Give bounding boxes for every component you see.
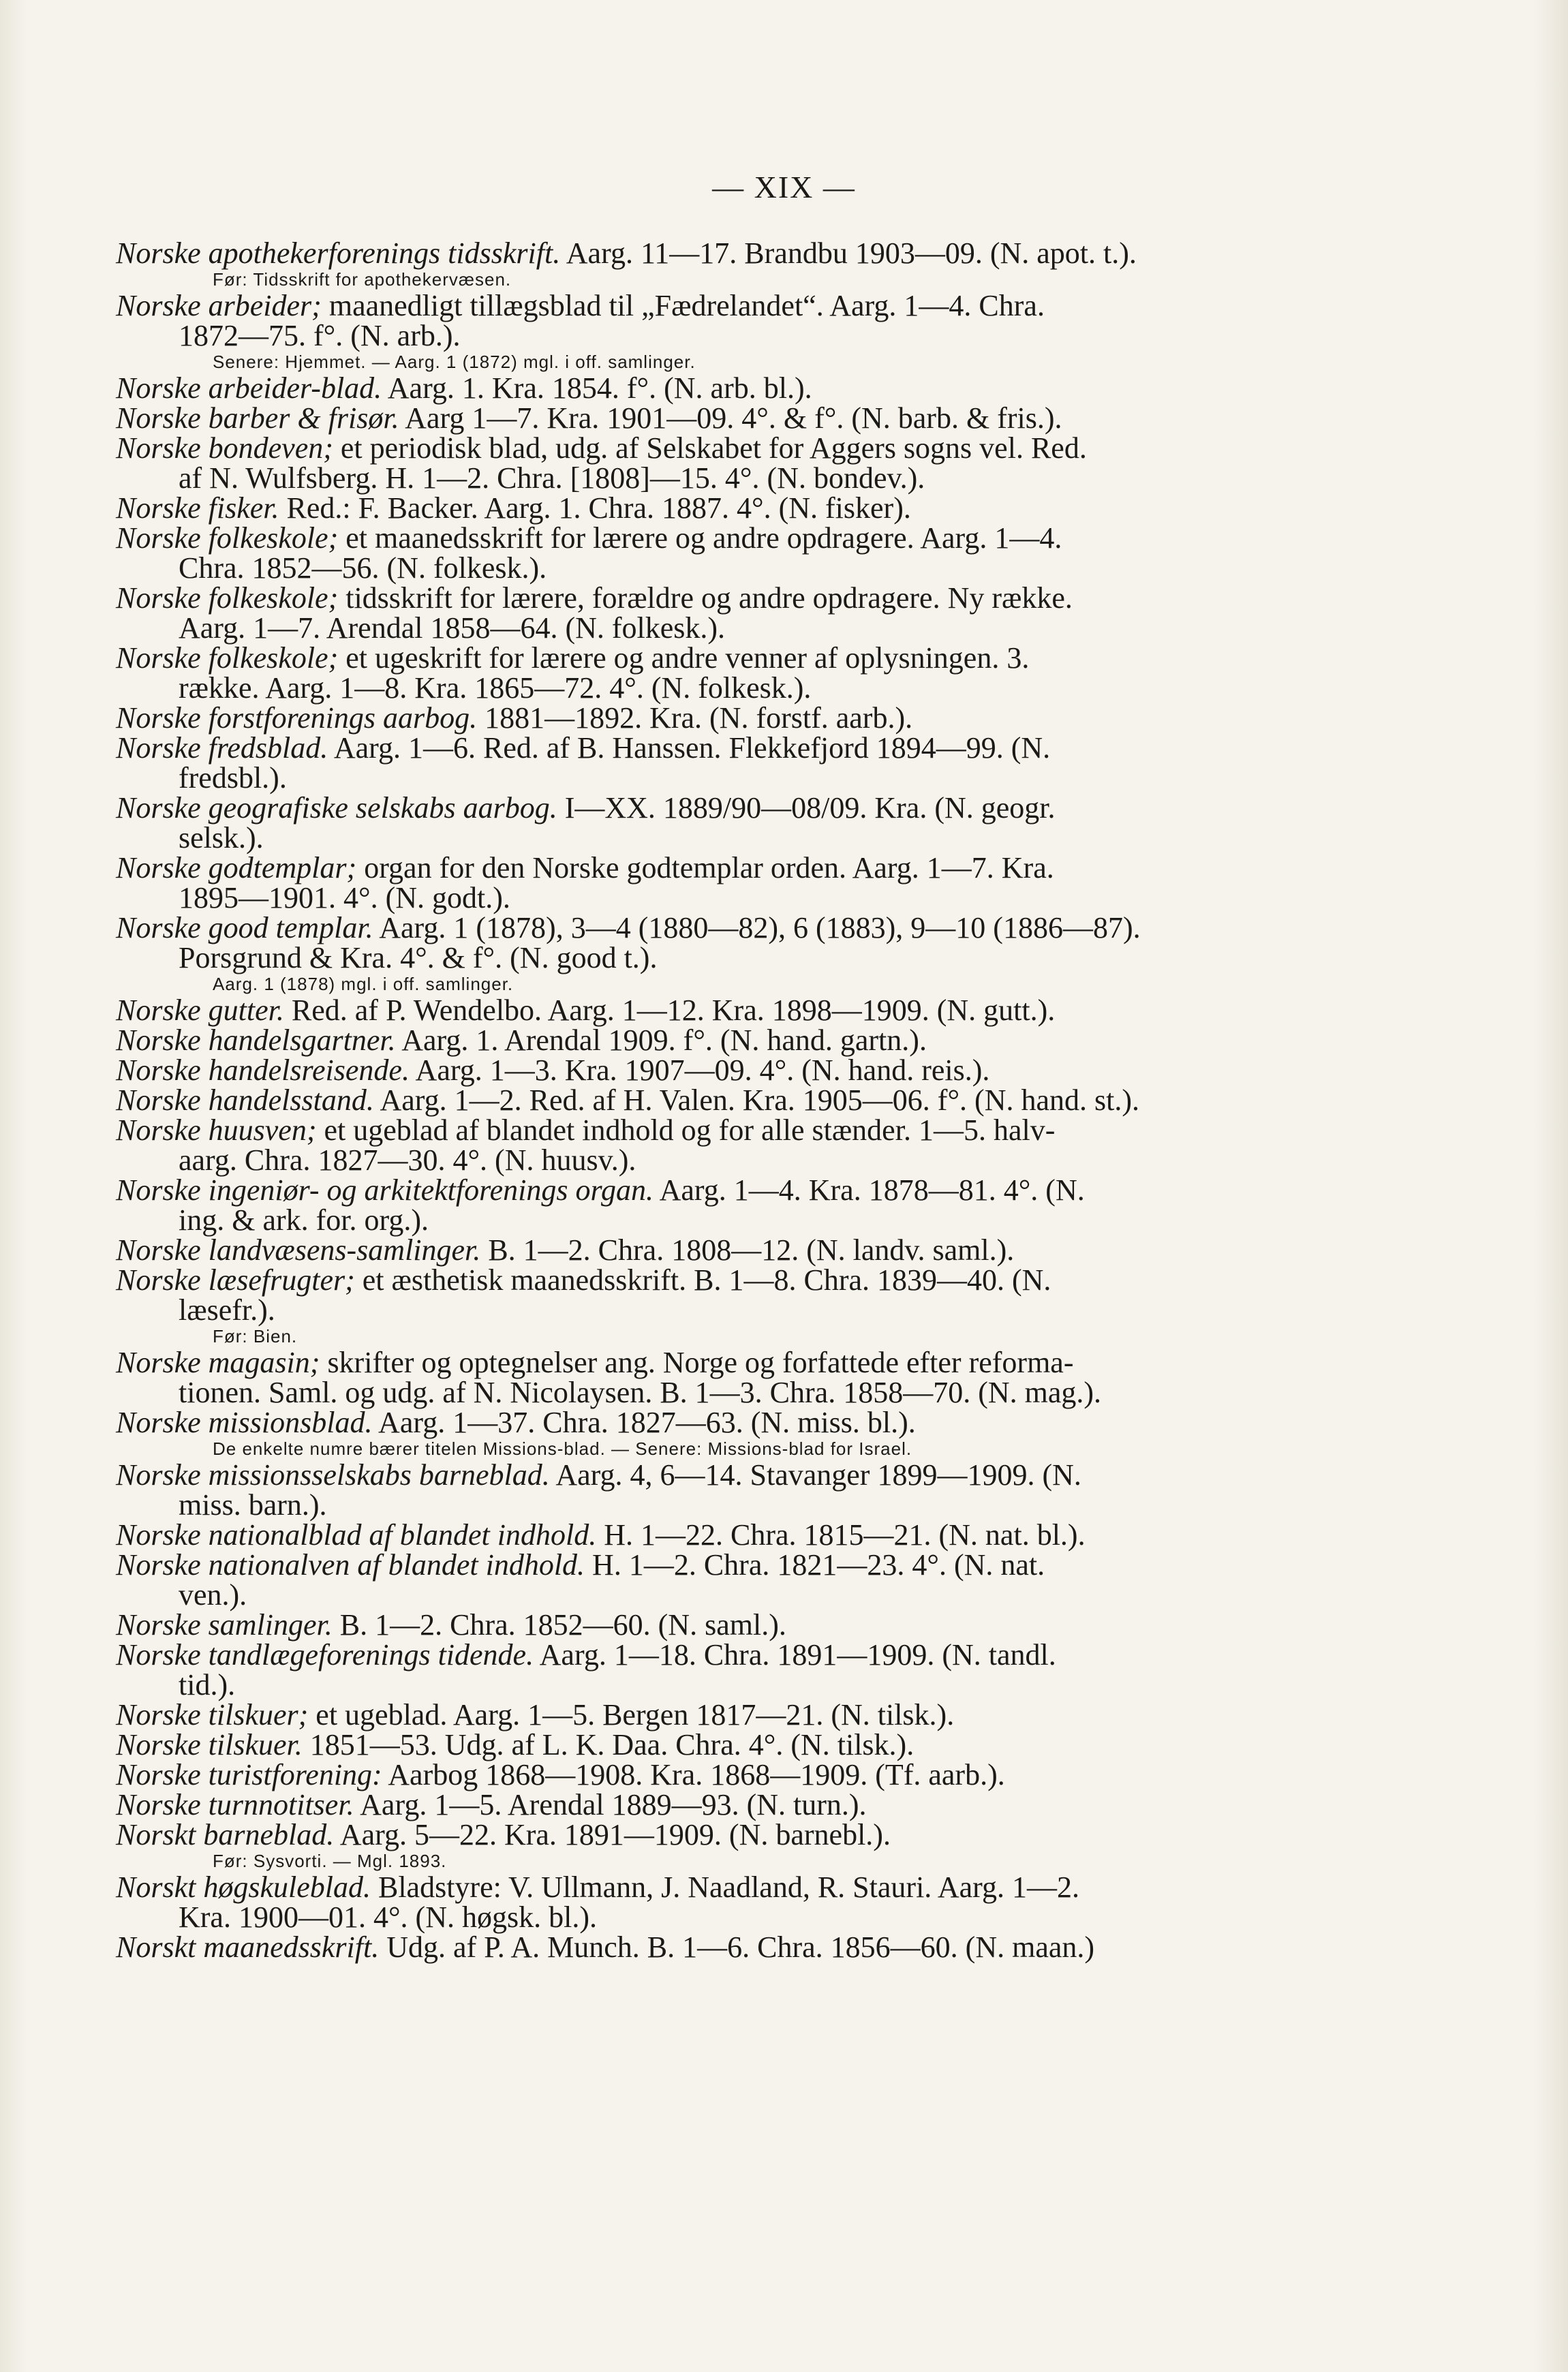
bibliography-entry [116, 1460, 1288, 1520]
bibliography-entry [116, 913, 1288, 996]
entry-details: 1881—1892. Kra. (N. forstf. aarb.). [477, 701, 913, 735]
entry-first-line [116, 1932, 1288, 1962]
entry-continuation-line [116, 1295, 1288, 1325]
entry-details: tid.). [179, 1668, 236, 1701]
periodical-title: Norske samlinger. [116, 1608, 333, 1642]
bibliography-entry [116, 291, 1288, 373]
periodical-title: Norske huusven; [116, 1113, 317, 1147]
entry-first-line [116, 583, 1288, 613]
entry-first-line [116, 703, 1288, 733]
entry-continuation-line [116, 1378, 1288, 1408]
periodical-title: Norske good templar. [116, 911, 373, 944]
entry-first-line [116, 1760, 1288, 1790]
bibliography-entry [116, 493, 1288, 523]
entry-details: skrifter og optegnelser ang. Norge og forfattede efter reforma- [320, 1346, 1074, 1379]
bibliography-entry [116, 1760, 1288, 1790]
bibliography-entry [116, 1790, 1288, 1820]
entry-first-line [116, 1460, 1288, 1490]
entry-first-line [116, 1550, 1288, 1580]
periodical-title: Norske barber & frisør. [116, 401, 399, 435]
entry-continuation-line [116, 1490, 1288, 1520]
entry-details: 1872—75. f°. (N. arb.). [179, 319, 461, 352]
entry-continuation-line [116, 1580, 1288, 1610]
entry-first-line [116, 1790, 1288, 1820]
periodical-title: Norske godtemplar; [116, 851, 357, 884]
entry-details: et periodisk blad, udg. af Selskabet for Aggers sogns vel. Red. [333, 431, 1087, 465]
entry-details: Bladstyre: V. Ullmann, J. Naadland, R. Stauri. Aarg. 1—2. [370, 1870, 1080, 1904]
entry-continuation-line [116, 1145, 1288, 1175]
entry-details: Porsgrund & Kra. 4°. & f°. (N. good t.). [179, 941, 658, 974]
bibliography-entry [116, 703, 1288, 733]
entry-first-line [116, 1700, 1288, 1730]
entry-note: Før: Tidsskrift for apothekervæsen. [213, 269, 512, 290]
periodical-title: Norske forstforenings aarbog. [116, 701, 478, 735]
entry-first-line [116, 793, 1288, 823]
entry-first-line [116, 1023, 1288, 1057]
entry-first-line [116, 1870, 1288, 1904]
bibliography-entry [116, 1053, 1288, 1087]
periodical-title: Norske missionsblad. [116, 1406, 373, 1439]
entry-first-line [116, 1730, 1288, 1760]
entry-details: Udg. af P. A. Munch. B. 1—6. Chra. 1856—60. (N. maan.) [379, 1930, 1095, 1964]
entry-first-line [116, 1820, 1288, 1850]
entry-details: ven.). [179, 1578, 247, 1612]
bibliography-entry [116, 1870, 1288, 1934]
periodical-title: Norskt høgskuleblad. [116, 1870, 371, 1904]
periodical-title: Norske landvæsens-samlinger. [116, 1233, 481, 1267]
entry-details: Aarg. 1—2. Red. af H. Valen. Kra. 1905—06. f°. (N. hand. st.). [373, 1083, 1140, 1117]
bibliography-entry [116, 1520, 1288, 1550]
bibliography-entry [116, 1700, 1288, 1730]
bibliography-entry [116, 238, 1288, 291]
entry-continuation-line [116, 463, 1288, 493]
entry-first-line [116, 1610, 1288, 1640]
entry-details: Aarg. 1. Kra. 1854. f°. (N. arb. bl.). [382, 371, 812, 405]
periodical-title: Norske apothekerforenings tidsskrift. [116, 236, 561, 270]
bibliography-entry [116, 433, 1288, 493]
entry-first-line [116, 643, 1288, 673]
page-number: — XIX — [712, 170, 856, 204]
bibliography-entry [116, 1820, 1288, 1873]
entry-details: et ugeskrift for lærere og andre venner af oplysningen. 3. [338, 641, 1030, 675]
entry-continuation-line [116, 943, 1288, 973]
entry-details: et maanedsskrift for lærere og andre opdragere. Aarg. 1—4. [338, 521, 1062, 555]
entry-continuation-line [116, 673, 1288, 703]
bibliography-entry [116, 733, 1288, 793]
entry-details: H. 1—2. Chra. 1821—23. 4°. (N. nat. [585, 1548, 1045, 1582]
entry-details: et ugeblad. Aarg. 1—5. Bergen 1817—21. (N. tilsk.). [308, 1698, 955, 1731]
bibliography-entry [116, 1265, 1288, 1348]
entry-first-line [116, 733, 1288, 763]
entry-first-line [116, 853, 1288, 883]
bibliography-entry [116, 523, 1288, 583]
entry-details: Aarg. 4, 6—14. Stavanger 1899—1909. (N. [549, 1458, 1081, 1492]
entry-note: Før: Bien. [213, 1326, 298, 1346]
entry-first-line [116, 1175, 1288, 1205]
entry-first-line [116, 373, 1288, 403]
entry-details: Aarg. 5—22. Kra. 1891—1909. (N. barnebl.). [334, 1818, 891, 1851]
entry-first-line [116, 433, 1288, 463]
entry-first-line [116, 523, 1288, 553]
entry-details: Aarg. 1—3. Kra. 1907—09. 4°. (N. hand. reis.). [409, 1053, 990, 1087]
entry-first-line [116, 1053, 1288, 1087]
entry-details: tionen. Saml. og udg. af N. Nicolaysen. B. 1—3. Chra. 1858—70. (N. mag.). [179, 1376, 1102, 1409]
entry-details: 1895—1901. 4°. (N. godt.). [179, 881, 510, 914]
periodical-title: Norske tandlægeforenings tidende. [116, 1638, 534, 1672]
entry-first-line [116, 1408, 1288, 1438]
bibliography-entry [116, 1640, 1288, 1700]
periodical-title: Norske bondeven; [116, 431, 333, 465]
bibliography-entry [116, 643, 1288, 703]
entry-note: De enkelte numre bærer titelen Missions-blad. — Senere: Missions-blad for Israel. [213, 1438, 912, 1459]
entry-details: række. Aarg. 1—8. Kra. 1865—72. 4°. (N. folkesk.). [179, 671, 812, 705]
periodical-title: Norske fredsblad. [116, 731, 328, 765]
entry-first-line [116, 1265, 1288, 1295]
bibliography-entry [116, 1023, 1288, 1057]
bibliography-entry [116, 583, 1288, 643]
entry-details: Aarg. 1—7. Arendal 1858—64. (N. folkesk.). [179, 611, 726, 645]
entry-details: læsefr.). [179, 1293, 275, 1327]
periodical-title: Norske gutter. [116, 994, 284, 1027]
periodical-title: Norske handelsreisende. [116, 1053, 410, 1087]
entry-continuation-line [116, 1900, 1288, 1934]
entry-details: Aarg 1—7. Kra. 1901—09. 4°. & f°. (N. barb. & fris.). [399, 401, 1062, 435]
bibliography-entry [116, 1932, 1288, 1962]
entry-note: Aarg. 1 (1878) mgl. i off. samlinger. [213, 974, 514, 994]
bibliography-entry [116, 793, 1288, 853]
periodical-title: Norske magasin; [116, 1346, 320, 1379]
bibliography-list [116, 238, 1288, 1962]
bibliography-entry [116, 1348, 1288, 1408]
entry-details: 1851—53. Udg. af L. K. Daa. Chra. 4°. (N. tilsk.). [302, 1728, 914, 1761]
periodical-title: Norske turnnotitser. [116, 1788, 354, 1821]
periodical-title: Norske tilskuer; [116, 1698, 309, 1731]
bibliography-entry [116, 996, 1288, 1026]
entry-first-line [116, 1348, 1288, 1378]
entry-details: I—XX. 1889/90—08/09. Kra. (N. geogr. [557, 791, 1056, 825]
periodical-title: Norske missionsselskabs barneblad. [116, 1458, 550, 1492]
periodical-title: Norske handelsstand. [116, 1083, 374, 1117]
entry-first-line [116, 1640, 1288, 1670]
bibliography-entry [116, 1175, 1288, 1235]
bibliography-entry [116, 1115, 1288, 1175]
entry-first-line [116, 1115, 1288, 1145]
entry-details: B. 1—2. Chra. 1808—12. (N. landv. saml.). [480, 1233, 1015, 1267]
entry-first-line [116, 493, 1288, 523]
entry-details: Aarg. 11—17. Brandbu 1903—09. (N. apot. t.). [560, 236, 1137, 270]
bibliography-entry [116, 373, 1288, 403]
entry-note: Senere: Hjemmet. — Aarg. 1 (1872) mgl. i off. samlinger. [213, 352, 696, 372]
entry-details: B. 1—2. Chra. 1852—60. (N. saml.). [332, 1608, 786, 1642]
entry-continuation-line [116, 763, 1288, 793]
entry-first-line [116, 1085, 1288, 1115]
entry-continuation-line [116, 1205, 1288, 1235]
entry-details: Kra. 1900—01. 4°. (N. høgsk. bl.). [179, 1900, 597, 1934]
entry-first-line [116, 291, 1288, 321]
entry-details: Aarg. 1—37. Chra. 1827—63. (N. miss. bl.). [372, 1406, 916, 1439]
entry-details: organ for den Norske godtemplar orden. Aarg. 1—7. Kra. [356, 851, 1054, 884]
periodical-title: Norske turistforening: [116, 1758, 382, 1791]
entry-details: Aarg. 1—4. Kra. 1878—81. 4°. (N. [654, 1173, 1085, 1207]
entry-continuation-line [116, 553, 1288, 583]
periodical-title: Norske nationalblad af blandet indhold. [116, 1518, 597, 1552]
entry-first-line [116, 1235, 1288, 1265]
entry-details: aarg. Chra. 1827—30. 4°. (N. huusv.). [179, 1143, 636, 1177]
entry-details: H. 1—22. Chra. 1815—21. (N. nat. bl.). [596, 1518, 1086, 1552]
bibliography-entry [116, 1550, 1288, 1610]
entry-note: Før: Sysvorti. — Mgl. 1893. [213, 1851, 447, 1871]
bibliography-entry [116, 1235, 1288, 1265]
entry-first-line [116, 238, 1288, 268]
periodical-title: Norske læsefrugter; [116, 1263, 355, 1297]
entry-details: Aarg. 1—6. Red. af B. Hanssen. Flekkefjord 1894—99. (N. [328, 731, 1051, 765]
entry-details: Aarg. 1 (1878), 3—4 (1880—82), 6 (1883), 9—10 (1886—87). [373, 911, 1141, 944]
entry-first-line [116, 1520, 1288, 1550]
entry-continuation-line [116, 1670, 1288, 1700]
entry-details: et ugeblad af blandet indhold og for alle stænder. 1—5. halv- [316, 1113, 1056, 1147]
entry-continuation-line [116, 823, 1288, 853]
bibliography-entry [116, 1730, 1288, 1760]
bibliography-entry [116, 1610, 1288, 1640]
periodical-title: Norskt barneblad. [116, 1818, 335, 1851]
entry-details: selsk.). [179, 821, 264, 854]
periodical-title: Norske folkeskole; [116, 641, 339, 675]
entry-first-line [116, 913, 1288, 943]
entry-first-line [116, 403, 1288, 433]
periodical-title: Norske arbeider; [116, 289, 322, 322]
entry-details: ing. & ark. for. org.). [179, 1203, 429, 1237]
entry-continuation-line [116, 613, 1288, 643]
entry-details: maanedligt tillægsblad til „Fædrelandet“. Aarg. 1—4. Chra. [321, 289, 1045, 322]
entry-continuation-line [116, 883, 1288, 913]
periodical-title: Norske tilskuer. [116, 1728, 303, 1761]
entry-details: fredsbl.). [179, 761, 287, 795]
entry-details: miss. barn.). [179, 1488, 327, 1522]
entry-details: Red. af P. Wendelbo. Aarg. 1—12. Kra. 1898—1909. (N. gutt.). [283, 994, 1056, 1027]
entry-details: Aarg. 1—5. Arendal 1889—93. (N. turn.). [354, 1788, 867, 1821]
periodical-title: Norske fisker. [116, 491, 279, 525]
bibliography-entry [116, 1085, 1288, 1115]
entry-details: Chra. 1852—56. (N. folkesk.). [179, 551, 547, 585]
entry-first-line [116, 996, 1288, 1026]
entry-details: af N. Wulfsberg. H. 1—2. Chra. [1808]—15. 4°. (N. bondev.). [179, 461, 925, 495]
entry-continuation-line [116, 321, 1288, 351]
periodical-title: Norske handelsgartner. [116, 1023, 396, 1057]
entry-details: Aarg. 1—18. Chra. 1891—1909. (N. tandl. [534, 1638, 1056, 1672]
bibliography-entry [116, 853, 1288, 913]
periodical-title: Norske geografiske selskabs aarbog. [116, 791, 557, 825]
entry-details: et æsthetisk maanedsskrift. B. 1—8. Chra. 1839—40. (N. [354, 1263, 1051, 1297]
periodical-title: Norske nationalven af blandet indhold. [116, 1548, 585, 1582]
entry-details: Red.: F. Backer. Aarg. 1. Chra. 1887. 4°. (N. fisker). [279, 491, 911, 525]
periodical-title: Norske folkeskole; [116, 521, 339, 555]
entry-details: Aarg. 1. Arendal 1909. f°. (N. hand. gartn.). [395, 1023, 927, 1057]
entry-details: Aarbog 1868—1908. Kra. 1868—1909. (Tf. aarb.). [382, 1758, 1005, 1791]
periodical-title: Norske folkeskole; [116, 581, 339, 615]
bibliography-entry [116, 403, 1288, 433]
entry-details: tidsskrift for lærere, forældre og andre opdragere. Ny række. [338, 581, 1073, 615]
bibliography-entry [116, 1408, 1288, 1460]
periodical-title: Norske ingeniør- og arkitektforenings organ. [116, 1173, 654, 1207]
periodical-title: Norskt maanedsskrift. [116, 1930, 380, 1964]
periodical-title: Norske arbeider-blad. [116, 371, 382, 405]
